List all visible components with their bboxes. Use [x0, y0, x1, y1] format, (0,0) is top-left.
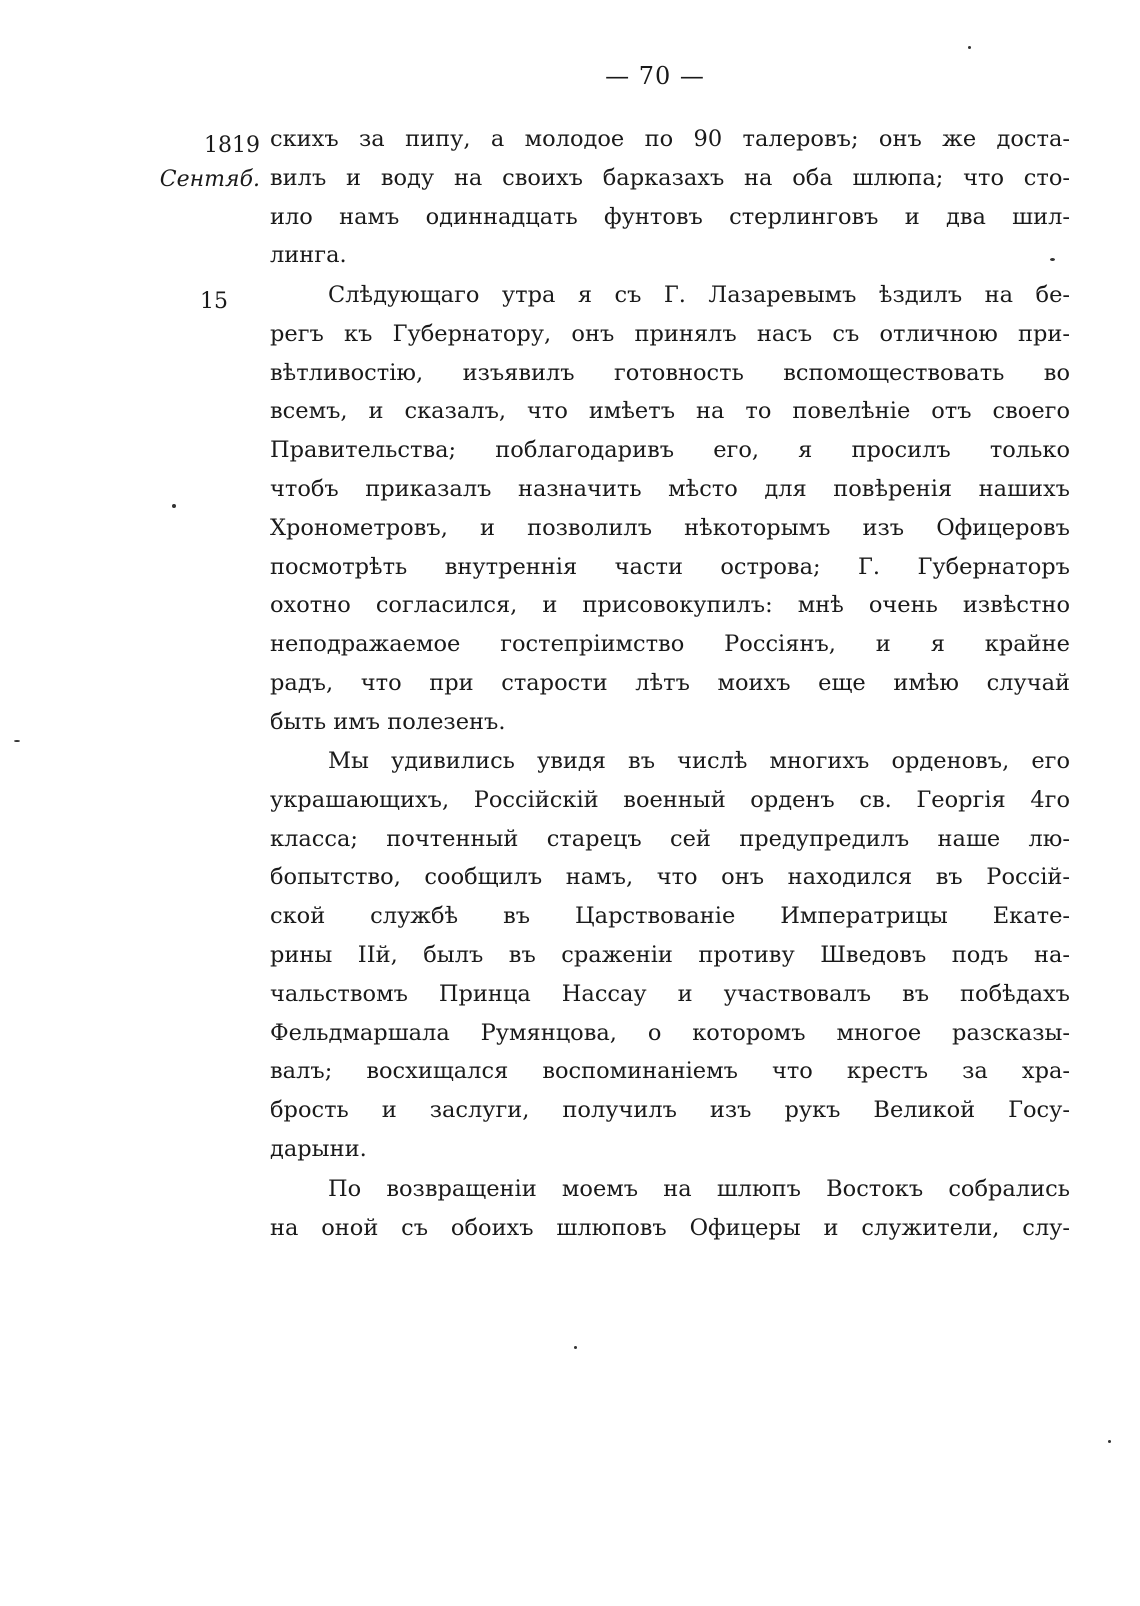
text-line: вилъ и воду на своихъ барказахъ на оба шлюпа; что сто- — [270, 164, 1070, 191]
text-line: Мы удивились увидя въ числѣ многихъ орденовъ, его — [328, 748, 1070, 774]
scan-speck — [968, 46, 971, 49]
text-line: По возвращеніи моемъ на шлюпъ Востокъ собрались — [328, 1176, 1070, 1202]
text-line: Слѣдующаго утра я съ Г. Лазаревымъ ѣздилъ на бе- — [328, 282, 1070, 308]
text-line: вѣтливостію, изъявилъ готовность вспомоществовать во — [270, 359, 1070, 386]
scan-speck — [1050, 258, 1055, 261]
text-line: всемъ, и сказалъ, что имѣетъ на то повелѣніе отъ своего — [270, 398, 1070, 425]
text-line: рины IIй, былъ въ сраженіи противу Шведовъ подъ на- — [270, 941, 1070, 968]
text-line: украшающихъ, Россійскій военный орденъ св. Георгія 4го — [270, 786, 1070, 813]
scan-speck — [14, 740, 20, 742]
text-line: Хронометровъ, и позволилъ нѣкоторымъ изъ Офицеровъ — [270, 514, 1070, 541]
paragraph-3 — [270, 742, 1070, 1169]
scan-speck — [172, 504, 176, 508]
scan-speck — [574, 1346, 577, 1349]
text-line: дарыни. — [270, 1135, 367, 1162]
paragraph-4 — [270, 1170, 1070, 1248]
text-line: брость и заслуги, получилъ изъ рукъ Великой Госу- — [270, 1097, 1070, 1124]
text-line: регъ къ Губернатору, онъ принялъ насъ съ отличною при- — [270, 320, 1070, 347]
text-line: неподражаемое гостепріимство Россіянъ, и я крайне — [270, 631, 1070, 658]
text-line: посмотрѣть внутреннія части острова; Г. Губернаторъ — [270, 553, 1070, 580]
text-line: охотно согласился, и присовокупилъ: мнѣ очень извѣстно — [270, 592, 1070, 619]
text-line: быть имъ полезенъ. — [270, 708, 506, 735]
page-number: — 70 — — [605, 62, 705, 90]
text-line: бопытство, сообщилъ намъ, что онъ находился въ Россій- — [270, 864, 1070, 891]
text-line: Правительства; поблагодаривъ его, я просилъ только — [270, 437, 1070, 464]
text-line: валъ; восхищался воспоминаніемъ что крестъ за хра- — [270, 1058, 1070, 1085]
text-line: линга. — [270, 242, 347, 269]
text-line: чальствомъ Принца Нассау и участвовалъ въ побѣдахъ — [270, 980, 1070, 1007]
text-line: скихъ за пипу, а молодое по 90 талеровъ; онъ же доста- — [270, 126, 1070, 152]
margin-year: 1819 — [204, 133, 260, 158]
margin-month: Сентяб. — [159, 167, 260, 192]
paragraph-1 — [270, 120, 1070, 275]
text-line: чтобъ приказалъ назначить мѣсто для повѣренія нашихъ — [270, 475, 1070, 502]
margin-day: 15 — [200, 289, 228, 314]
text-line: класса; почтенный старецъ сей предупредилъ наше лю- — [270, 825, 1070, 852]
text-line: ской службѣ въ Царствованіе Императрицы Екате- — [270, 903, 1070, 930]
scan-speck — [1108, 1440, 1111, 1443]
text-line: радъ, что при старости лѣтъ моихъ еще имѣю случай — [270, 669, 1070, 696]
text-line: ило намъ одиннадцать фунтовъ стерлинговъ и два шил- — [270, 203, 1070, 230]
text-line: на оной съ обоихъ шлюповъ Офицеры и служители, слу- — [270, 1214, 1070, 1241]
text-line: Фельдмаршала Румянцова, о которомъ многое разсказы- — [270, 1019, 1070, 1046]
paragraph-2 — [270, 276, 1070, 742]
